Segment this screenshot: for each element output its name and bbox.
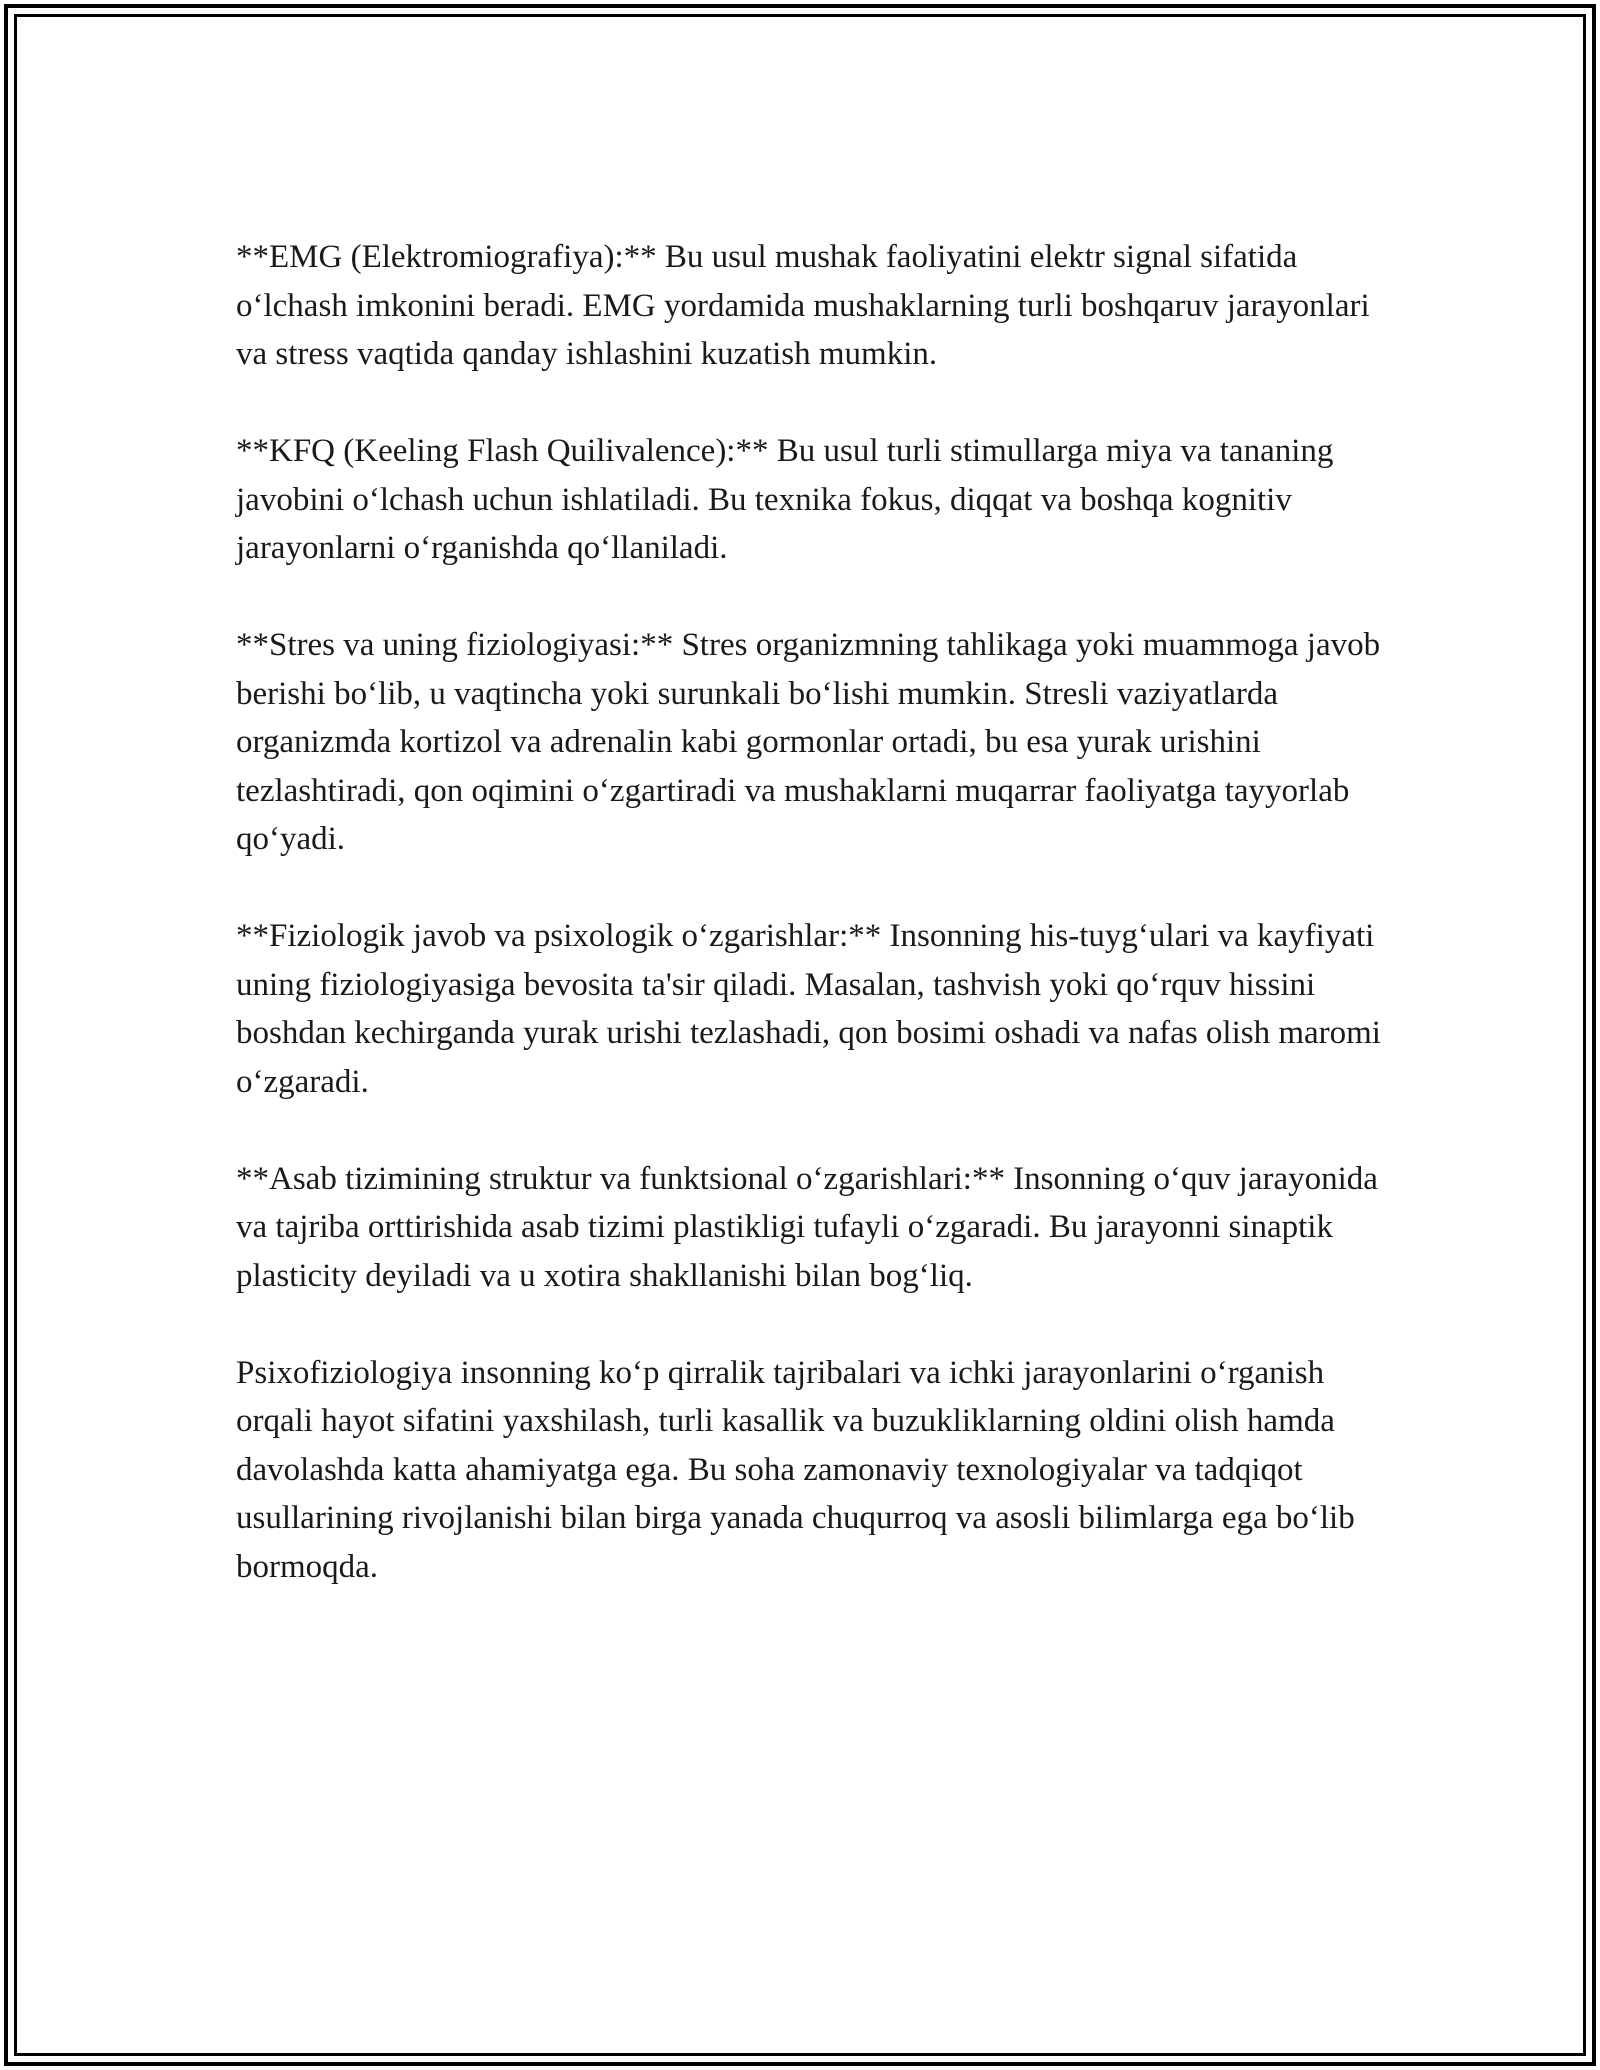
paragraph-stress: **Stres va uning fiziologiyasi:** Stres organizmning tahlikaga yoki muammoga javob berishi bo‘lib, u vaqtincha yoki surunkali bo‘lishi mumkin. Stresli vaziyatlarda organizmda kortizol va adrenalin kabi gormonlar ortadi, bu esa yurak urishini tezlashtiradi, qon oqimini o‘zgartiradi va mushaklarni muqarrar faoliyatga tayyorlab qo‘yadi. [236,627,1381,857]
paragraph-emg: **EMG (Elektromiografiya):** Bu usul mushak faoliyatini elektr signal sifatida o‘lchash imkonini beradi. EMG yordamida mushaklarning turli boshqaruv jarayonlari va stress vaqtida qanday ishlashini kuzatish mumkin. [236,239,1370,372]
paragraph-nervous-system: **Asab tizimining struktur va funktsional o‘zgarishlari:** Insonning o‘quv jarayonida va tajriba orttirishida asab tizimi plastikligi tufayli o‘zgaradi. Bu jarayonni sinaptik plasticity deyiladi va u xotira shakllanishi bilan bog‘liq. [236,1160,1378,1294]
document-body [236,233,1386,1591]
paragraph-conclusion: Psixofiziologiya insonning ko‘p qirralik tajribalari va ichki jarayonlarini o‘rganish orqali hayot sifatini yaxshilash, turli kasallik va buzukliklarning oldini olish hamda davolashda katta ahamiyatga ega. Bu soha zamonaviy texnologiyalar va tadqiqot usullarining rivojlanishi bilan birga yanada chuqurroq va asosli bilimlarga ega bo‘lib bormoqda. [236,1354,1355,1585]
paragraph-kfq: **KFQ (Keeling Flash Quilivalence):** Bu usul turli stimullarga miya va tananing javobini o‘lchash uchun ishlatiladi. Bu texnika fokus, diqqat va boshqa kognitiv jarayonlarni o‘rganishda qo‘llaniladi. [236,433,1334,566]
paragraph-physiological-response: **Fiziologik javob va psixologik o‘zgarishlar:** Insonning his-tuyg‘ulari va kayfiyati uning fiziologiyasiga bevosita ta'sir qiladi. Masalan, tashvish yoki qo‘rquv hissini boshdan kechirganda yurak urishi tezlashadi, qon bosimi oshadi va nafas olish maromi o‘zgaradi. [236,918,1381,1100]
